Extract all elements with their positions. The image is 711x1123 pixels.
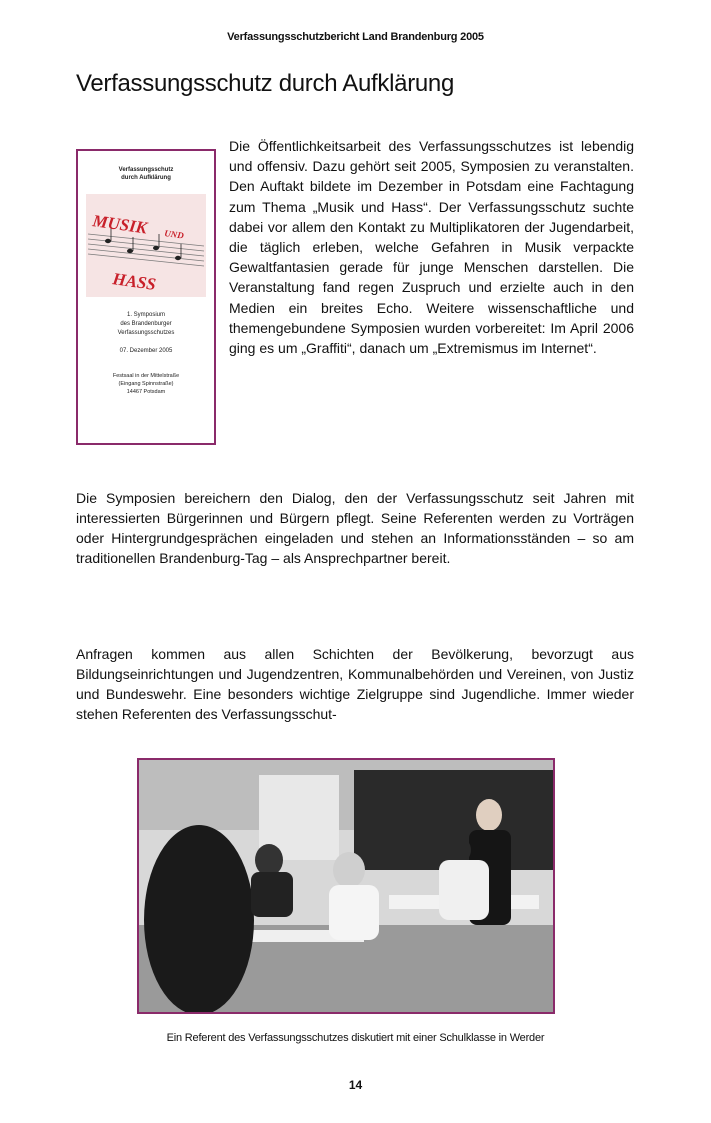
flyer-heading-line-2: durch Aufklärung <box>121 175 171 181</box>
paragraph-inquiries: Anfragen kommen aus allen Schichten der Bevölkerung, bevorzugt aus Bildungseinrichtungen und Jugendzentren, Kommunalbehörden und Vereinen, von Justiz und Bundeswehr. Eine besonders wichtige Zielgruppe sind Jugendliche. Immer wieder stehen Referenten des Verfassungsschut- <box>76 646 634 722</box>
flyer-heading-line-1: Verfassungsschutz <box>118 167 174 173</box>
flyer-date: 07. Dezember 2005 <box>119 348 173 354</box>
classroom-photo <box>137 758 555 1014</box>
page-title: Verfassungsschutz durch Aufklärung <box>76 70 455 97</box>
flyer-word-hass: HASS <box>111 269 158 295</box>
flyer-word-musik: MUSIK <box>91 211 149 238</box>
intro-paragraph: Die Öffentlichkeitsarbeit des Verfassungsschutzes ist lebendig und offensiv. Dazu gehört seit 2005, Symposien zu veranstalten. Den Auftakt bildete im Dezember in Potsdam eine Fachtagung zum Thema „Musik und Hass“. Der Verfassungsschutz suchte dabei vor allem den Kontakt zu Multiplikatoren der Jugendarbeit, die täglich erleben, welche Gefahren in Musik verpackte Gewaltfantasien gerade für junge Menschen darstellen. Die Veranstaltung fand regen Zuspruch und erzielte auch in den Medien ein breites Echo. Weitere wissenschaftliche und themengebundene Symposien wurden vorbereitet: Im April 2006 ging es um „Graffiti“, danach um „Extremismus im Internet“. <box>229 138 634 357</box>
flyer-venue-line-3: 14467 Potsdam <box>126 389 166 395</box>
flyer-venue-line-1: Festsaal in der Mittelstraße <box>112 373 180 379</box>
symposium-flyer-image <box>76 149 216 445</box>
flyer-heading <box>78 166 214 182</box>
flyer-symposium-info <box>78 311 214 338</box>
photo-caption: Ein Referent des Verfassungsschutzes diskutiert mit einer Schulklasse in Werder <box>166 1032 545 1044</box>
flyer-symposium-line-1: 1. Symposium <box>126 312 165 318</box>
flyer-symposium-line-2: des Brandenburger <box>120 321 172 327</box>
flyer-banner <box>86 194 206 297</box>
flyer-symposium-line-3: Verfassungsschutzes <box>117 330 175 336</box>
flyer-word-und: UND <box>163 228 185 241</box>
page-number: 14 <box>348 1078 363 1092</box>
classroom-scene-graphic <box>139 760 553 1012</box>
running-header: Verfassungsschutzbericht Land Brandenburg 2005 <box>227 31 484 43</box>
music-staff-graphic <box>86 194 206 297</box>
flyer-venue <box>78 372 214 396</box>
flyer-venue-line-2: (Eingang Spinnstraße) <box>118 381 174 387</box>
paragraph-dialog: Die Symposien bereichern den Dialog, den der Verfassungsschutz seit Jahren mit interessierten Bürgerinnen und Bürgern pflegt. Seine Referenten werden zu Vorträgen oder Hintergrundgesprächen eingeladen und stehen an Informationsständen – so am traditionellen Brandenburg-Tag – als Ansprechpartner bereit. <box>76 490 634 566</box>
